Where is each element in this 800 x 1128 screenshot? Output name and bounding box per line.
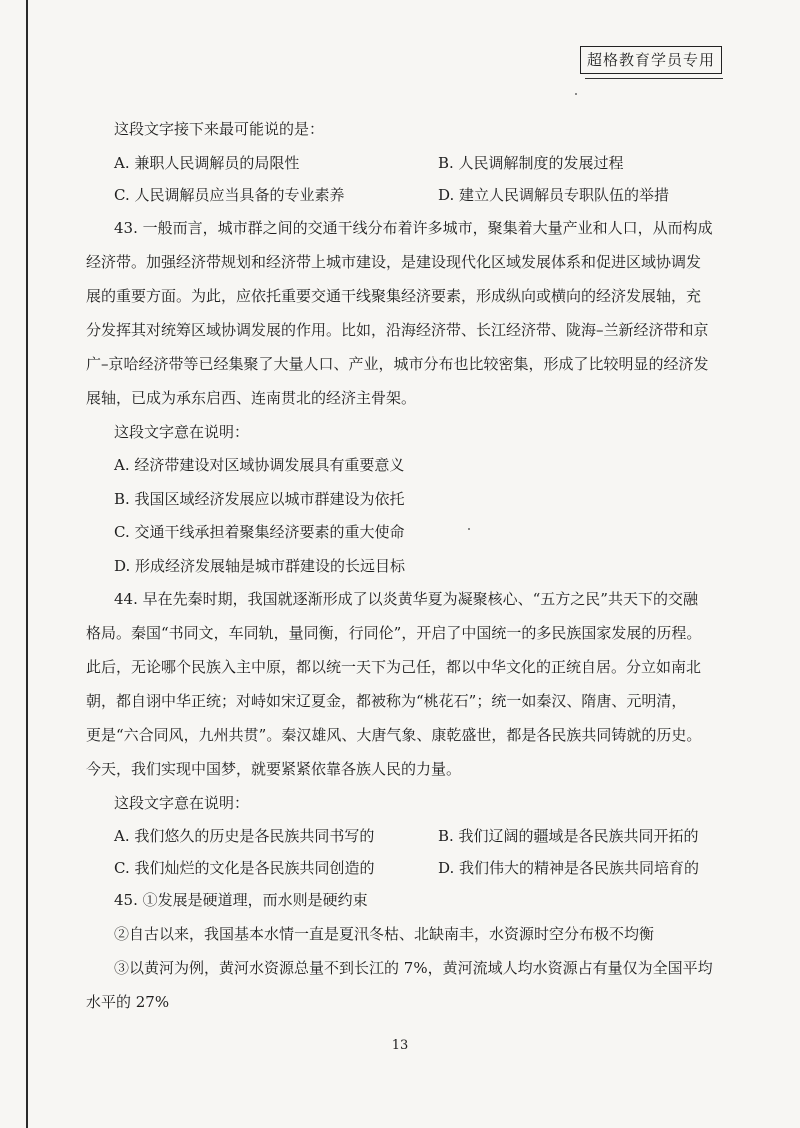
q44-line: 此后，无论哪个民族入主中原，都以统一天下为己任，都以中华文化的正统自居。分立如南北 bbox=[86, 658, 702, 676]
scan-speck bbox=[468, 528, 470, 530]
q44-option-a: A. 我们悠久的历史是各民族共同书写的 bbox=[114, 827, 375, 845]
q45-line: ③以黄河为例，黄河水资源总量不到长江的 7%，黄河流域人均水资源占有量仅为全国平均 bbox=[114, 959, 713, 977]
q42-option-c: C. 人民调解员应当具备的专业素养 bbox=[114, 186, 345, 204]
scan-speck bbox=[575, 93, 577, 95]
q44-prompt: 这段文字意在说明： bbox=[114, 794, 250, 812]
q43-line: 43. 一般而言，城市群之间的交通干线分布着许多城市，聚集着大量产业和人口，从而构成 bbox=[114, 219, 713, 237]
q43-option-a: A. 经济带建设对区域协调发展具有重要意义 bbox=[114, 456, 405, 474]
q43-prompt: 这段文字意在说明： bbox=[114, 423, 250, 441]
q44-option-d: D. 我们伟大的精神是各民族共同培育的 bbox=[438, 859, 700, 877]
q45-line: ②自古以来，我国基本水情一直是夏汛冬枯、北缺南丰，水资源时空分布极不均衡 bbox=[114, 925, 655, 943]
q42-option-b: B. 人民调解制度的发展过程 bbox=[438, 154, 624, 172]
q43-line: 展的重要方面。为此，应依托重要交通干线聚集经济要素，形成纵向或横向的经济发展轴，充 bbox=[86, 287, 702, 305]
q45-line: 水平的 27% bbox=[86, 993, 170, 1011]
header-badge: 超格教育学员专用 bbox=[580, 46, 722, 74]
q43-option-c: C. 交通干线承担着聚集经济要素的重大使命 bbox=[114, 523, 405, 541]
page-edge-line bbox=[26, 0, 28, 1128]
q44-line: 今天，我们实现中国梦，就要紧紧依靠各族人民的力量。 bbox=[86, 760, 462, 778]
page-number: 13 bbox=[391, 1038, 409, 1053]
q42-prompt: 这段文字接下来最可能说的是： bbox=[114, 120, 325, 138]
q43-line: 经济带。加强经济带规划和经济带上城市建设，是建设现代化区域发展体系和促进区域协调发 bbox=[86, 253, 702, 271]
q44-line: 更是“六合同风，九州共贯”。秦汉雄风、大唐气象、康乾盛世，都是各民族共同铸就的历史。 bbox=[86, 726, 702, 744]
q43-line: 分发挥其对统筹区域协调发展的作用。比如，沿海经济带、长江经济带、陇海–兰新经济带和京 bbox=[86, 321, 709, 339]
q44-option-b: B. 我们辽阔的疆域是各民族共同开拓的 bbox=[438, 827, 699, 845]
q43-option-b: B. 我国区域经济发展应以城市群建设为依托 bbox=[114, 490, 405, 508]
q43-option-d: D. 形成经济发展轴是城市群建设的长远目标 bbox=[114, 557, 406, 575]
q45-line: 45. ①发展是硬道理，而水则是硬约束 bbox=[114, 891, 368, 909]
q43-line: 广–京哈经济带等已经集聚了大量人口、产业，城市分布也比较密集，形成了比较明显的经济发 bbox=[86, 355, 709, 373]
q44-option-c: C. 我们灿烂的文化是各民族共同创造的 bbox=[114, 859, 375, 877]
q44-line: 朝，都自诩中华正统；对峙如宋辽夏金，都被称为“桃花石”；统一如秦汉、隋唐、元明清， bbox=[86, 692, 687, 710]
header-rule bbox=[585, 78, 723, 79]
q44-line: 格局。秦国“书同文，车同轨，量同衡，行同伦”，开启了中国统一的多民族国家发展的历程。 bbox=[86, 624, 702, 642]
q43-line: 展轴，已成为承东启西、连南贯北的经济主骨架。 bbox=[86, 389, 417, 407]
q42-option-a: A. 兼职人民调解员的局限性 bbox=[114, 154, 300, 172]
q44-line: 44. 早在先秦时期，我国就逐渐形成了以炎黄华夏为凝聚核心、“五方之民”共天下的交融 bbox=[114, 590, 698, 608]
q42-option-d: D. 建立人民调解员专职队伍的举措 bbox=[438, 186, 670, 204]
